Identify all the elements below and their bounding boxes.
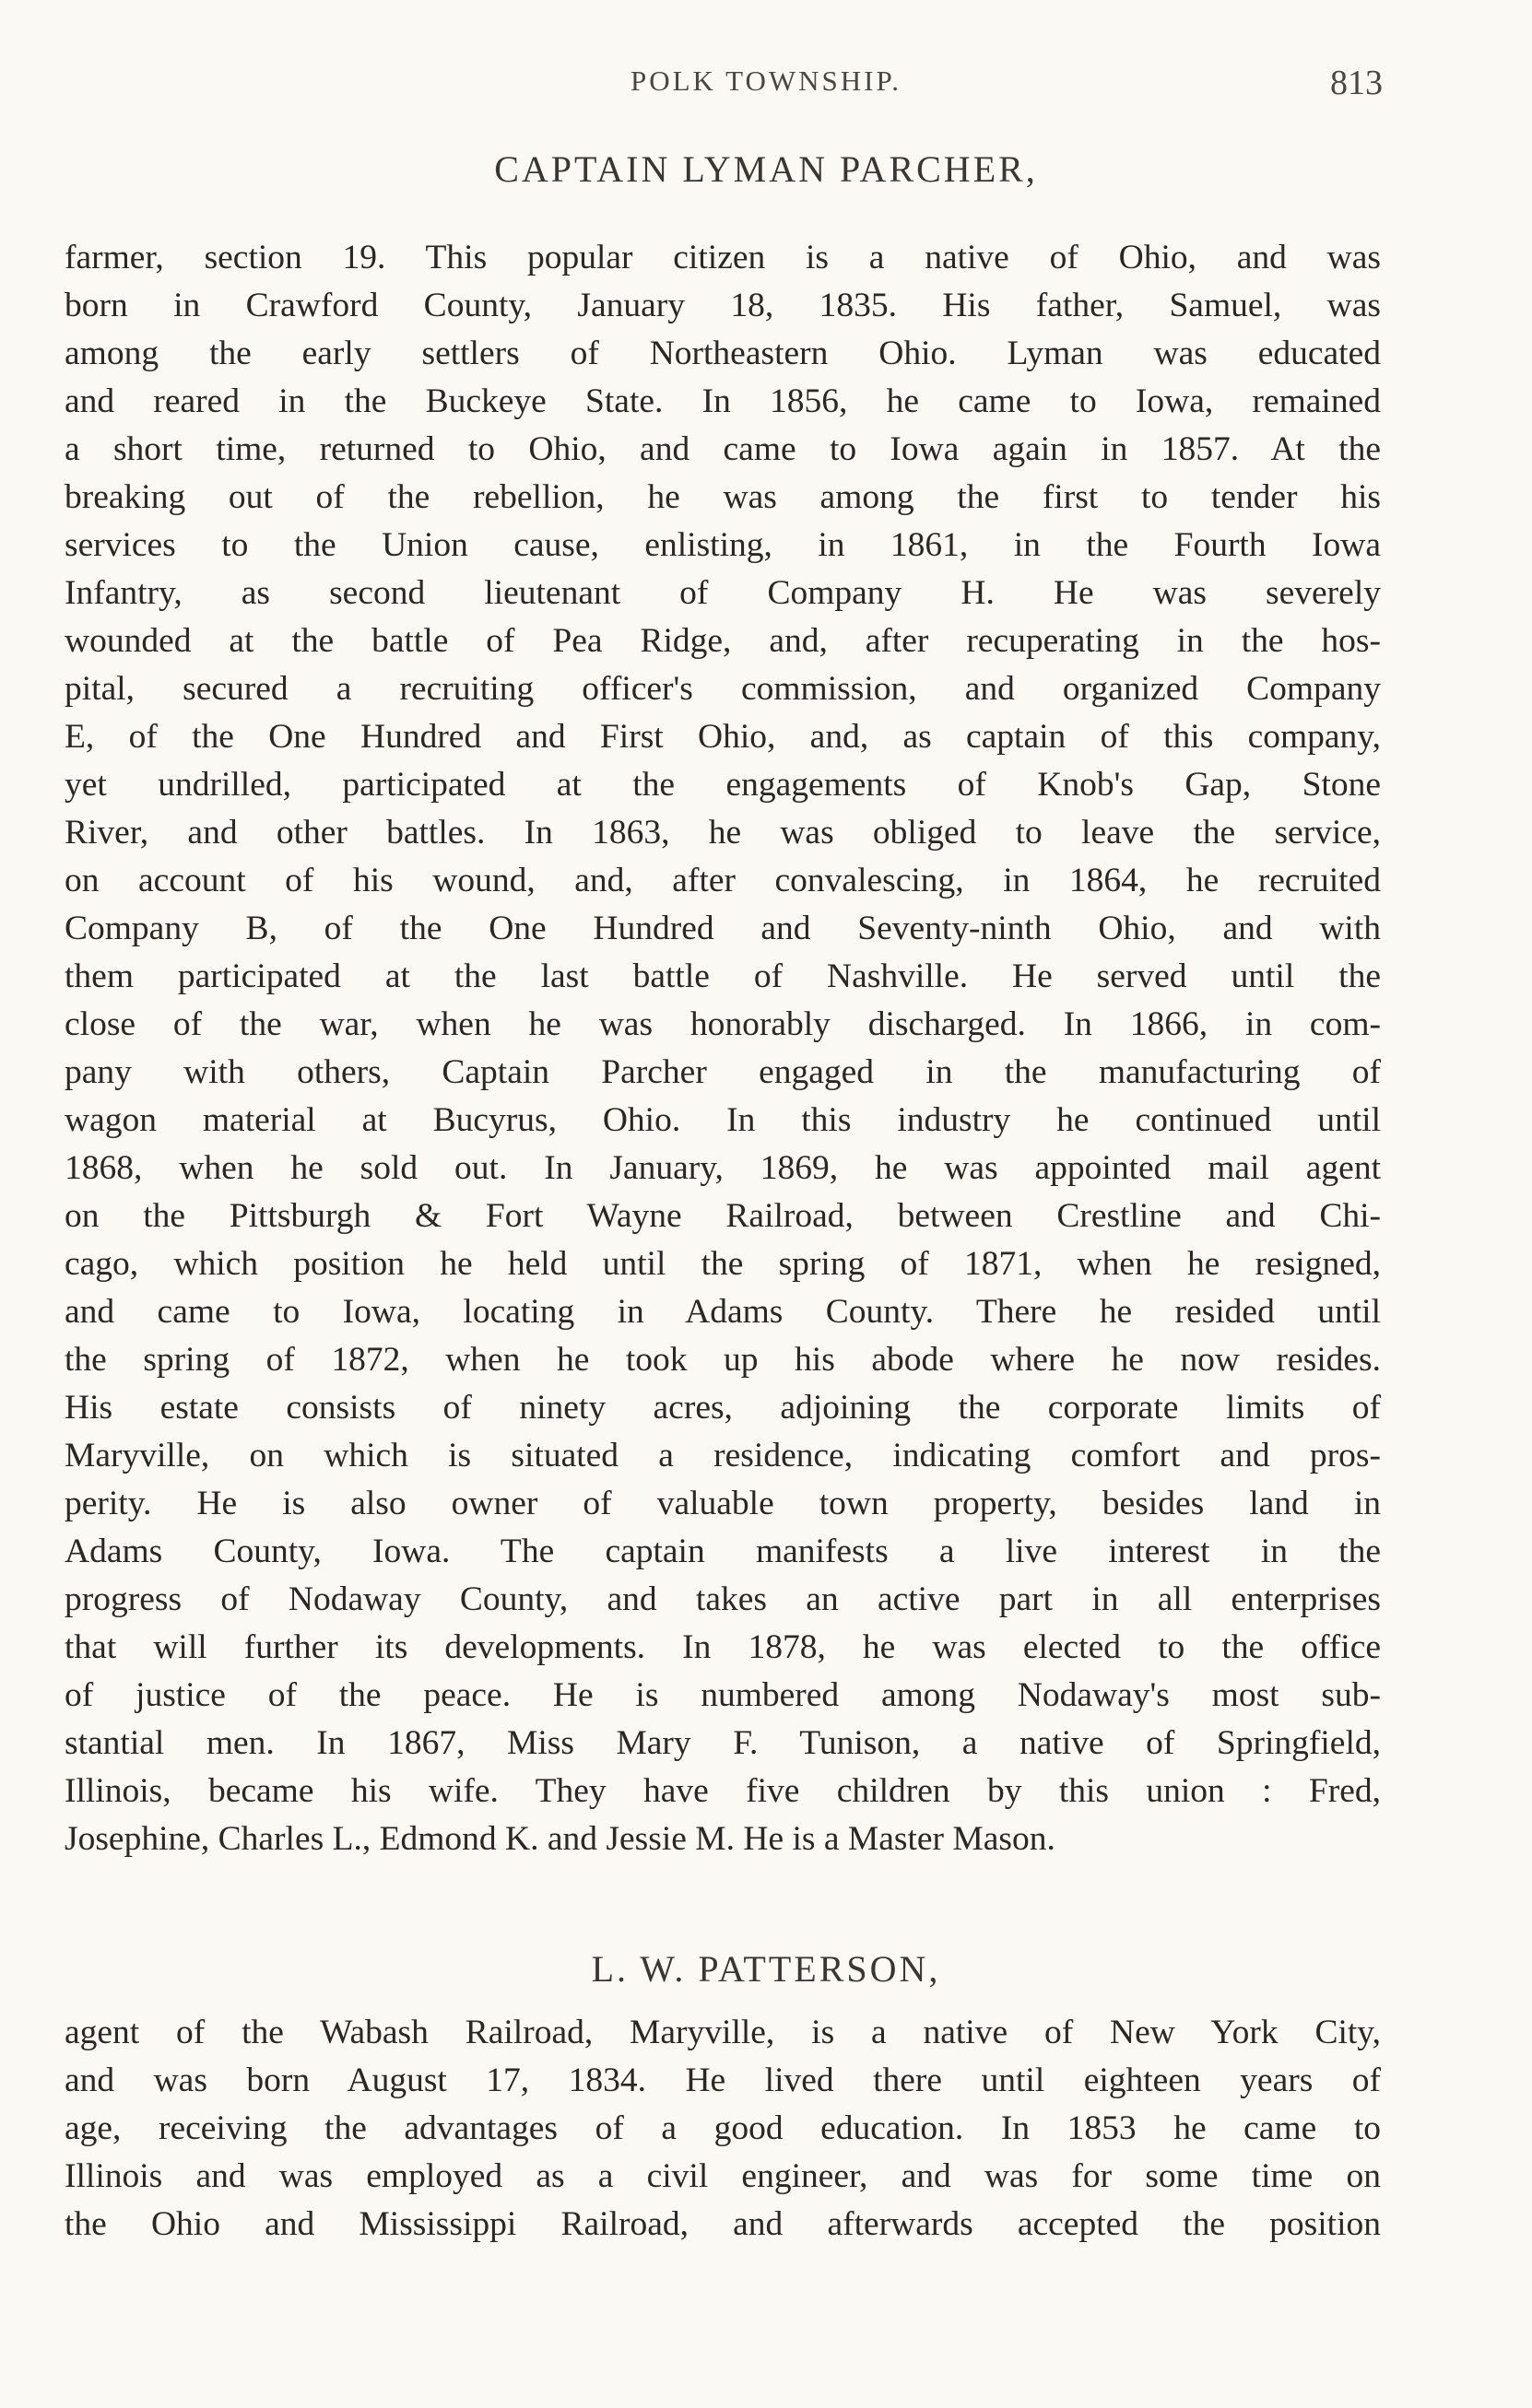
text-line: wounded at the battle of Pea Ridge, and, after recuperating in the hos- [65,622,1381,660]
text-line: cago, which position he held until the spring of 1871, when he resigned, [65,1245,1381,1283]
text-line: Maryville, on which is situated a residence, indicating comfort and pros- [65,1437,1381,1474]
text-line: Infantry, as second lieutenant of Company H. He was severely [65,574,1381,612]
text-line: Josephine, Charles L., Edmond K. and Jessie M. He is a Master Mason. [65,1820,1055,1858]
text-line: River, and other battles. In 1863, he was obliged to leave the service, [65,814,1381,852]
text-line: services to the Union cause, enlisting, in 1861, in the Fourth Iowa [65,526,1381,564]
running-title: POLK TOWNSHIP. [630,65,902,97]
text-line: breaking out of the rebellion, he was among the first to tender his [65,478,1381,516]
biography-patterson [65,2009,1381,2249]
text-line: agent of the Wabash Railroad, Maryville, is a native of New York City, [65,2014,1381,2051]
text-line: yet undrilled, participated at the engagements of Knob's Gap, Stone [65,766,1381,804]
text-line: E, of the One Hundred and First Ohio, and, as captain of this company, [65,718,1381,756]
text-line: perity. He is also owner of valuable town property, besides land in [65,1485,1381,1522]
text-line: 1868, when he sold out. In January, 1869, he was appointed mail agent [65,1149,1381,1187]
page-number: 813 [1330,64,1383,102]
text-line: wagon material at Bucyrus, Ohio. In this industry he continued until [65,1101,1381,1139]
text-line: a short time, returned to Ohio, and came to Iowa again in 1857. At the [65,430,1381,468]
text-line: and came to Iowa, locating in Adams County. There he resided until [65,1293,1381,1331]
text-line: on account of his wound, and, after convalescing, in 1864, he recruited [65,862,1381,899]
text-line: and was born August 17, 1834. He lived there until eighteen years of [65,2061,1381,2099]
text-line: farmer, section 19. This popular citizen is a native of Ohio, and was [65,239,1381,276]
text-line: Company B, of the One Hundred and Seventy-ninth Ohio, and with [65,910,1381,947]
text-line: pany with others, Captain Parcher engaged in the manufacturing of [65,1053,1381,1091]
section-heading-patterson: L. W. PATTERSON, [591,1948,941,1990]
text-line: the Ohio and Mississippi Railroad, and afterwards accepted the position [65,2205,1381,2243]
text-line: progress of Nodaway County, and takes an active part in all enterprises [65,1580,1381,1618]
text-line: pital, secured a recruiting officer's commission, and organized Company [65,670,1381,708]
text-line: age, receiving the advantages of a good education. In 1853 he came to [65,2109,1381,2147]
biography-parcher [65,234,1381,1863]
text-line: that will further its developments. In 1878, he was elected to the office [65,1628,1381,1666]
text-line: Illinois, became his wife. They have five children by this union : Fred, [65,1772,1381,1810]
text-line: close of the war, when he was honorably discharged. In 1866, in com- [65,1005,1381,1043]
text-line: them participated at the last battle of Nashville. He served until the [65,957,1381,995]
text-line: on the Pittsburgh & Fort Wayne Railroad, between Crestline and Chi- [65,1197,1381,1235]
text-line: born in Crawford County, January 18, 1835. His father, Samuel, was [65,287,1381,324]
text-line: Adams County, Iowa. The captain manifests a live interest in the [65,1533,1381,1570]
text-line: His estate consists of ninety acres, adjoining the corporate limits of [65,1389,1381,1427]
text-line: among the early settlers of Northeastern Ohio. Lyman was educated [65,335,1381,372]
text-line: the spring of 1872, when he took up his abode where he now resides. [65,1341,1381,1379]
text-line: of justice of the peace. He is numbered among Nodaway's most sub- [65,1676,1381,1714]
text-line: Illinois and was employed as a civil engineer, and was for some time on [65,2157,1381,2195]
text-line: and reared in the Buckeye State. In 1856, he came to Iowa, remained [65,382,1381,420]
running-head [0,61,1532,107]
text-line: stantial men. In 1867, Miss Mary F. Tunison, a native of Springfield, [65,1724,1381,1762]
section-heading-parcher: CAPTAIN LYMAN PARCHER, [494,148,1038,190]
